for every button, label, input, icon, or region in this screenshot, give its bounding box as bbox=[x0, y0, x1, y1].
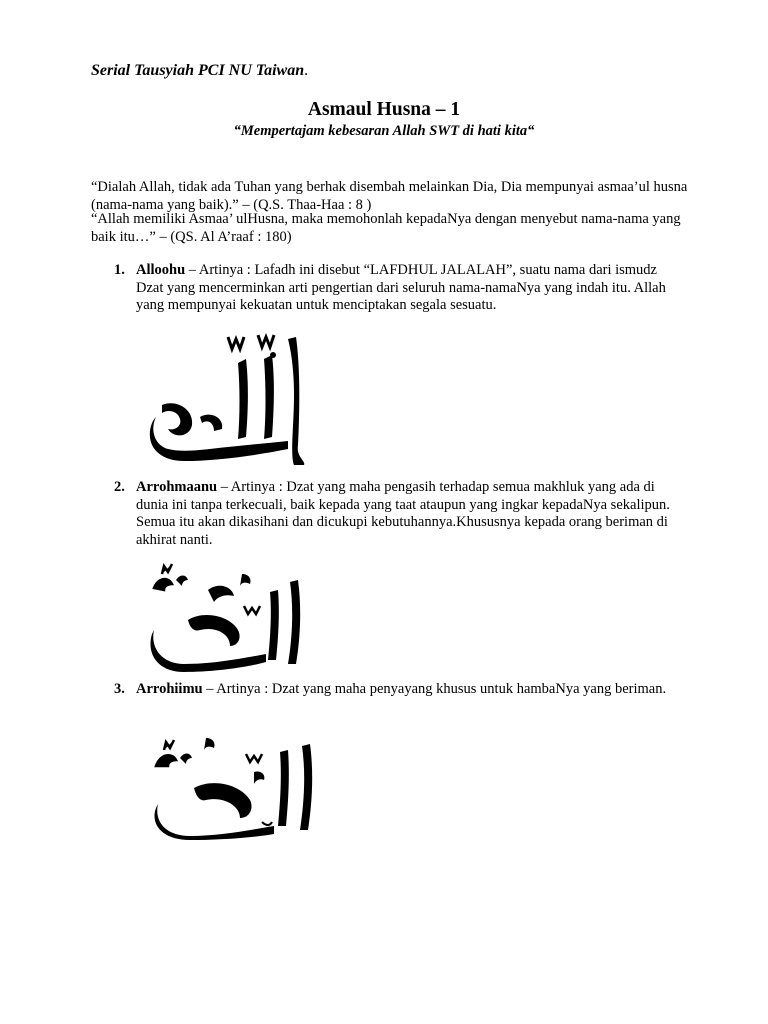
document-subtitle: “Mempertajam kebesaran Allah SWT di hati kita“ bbox=[233, 123, 535, 139]
item-number: 3. bbox=[114, 681, 125, 697]
item-number: 2. bbox=[114, 479, 125, 495]
item-description: – Artinya : Dzat yang maha penyayang khusus untuk hambaNya yang beriman. bbox=[202, 681, 667, 697]
item-body bbox=[136, 681, 686, 699]
quote-araaf: “Allah memiliki Asmaa’ ulHusna, maka memohonlah kepadaNya dengan menyebut nama-nama yang baik itu…” – (QS. Al A’raaf : 180) bbox=[91, 211, 681, 245]
item-body bbox=[136, 262, 686, 315]
item-number: 1. bbox=[114, 262, 125, 278]
ar-rahman-calligraphy-icon bbox=[148, 560, 308, 675]
series-punct: . bbox=[304, 62, 309, 79]
series-title: Serial Tausyiah PCI NU Taiwan bbox=[91, 62, 305, 79]
allah-calligraphy-icon bbox=[148, 325, 318, 470]
item-term: Arrohiimu bbox=[136, 681, 203, 697]
item-description: – Artinya : Dzat yang maha pengasih terhadap semua makhluk yang ada di dunia ini tanpa terkecuali, baik kepada yang taat ataupun yang ingkar kepadaNya sekalipun. Semua itu akan dikasihani dan dicukupi kebutuhannya.Khususnya kepada orang beriman di akhirat nanti. bbox=[136, 479, 670, 548]
item-description: – Artinya : Lafadh ini disebut “LAFDHUL JALALAH”, suatu nama dari ismudz Dzat yang mencerminkan arti pengertian dari seluruh nama-namaNya yang indah itu. Allah yang mempunyai kekuatan untuk menciptakan segala sesuatu. bbox=[136, 262, 666, 313]
item-body bbox=[136, 479, 686, 549]
quote-thaha: “Dialah Allah, tidak ada Tuhan yang berhak disembah melainkan Dia, Dia mempunyai asmaa’ul husna (nama-nama yang baik).” – (Q.S. Thaa-Haa : 8 ) bbox=[91, 179, 688, 213]
item-term: Arrohmaanu bbox=[136, 479, 218, 495]
series-header bbox=[91, 62, 308, 80]
document-title: Asmaul Husna – 1 bbox=[307, 99, 461, 120]
ar-rahim-calligraphy-icon bbox=[150, 730, 320, 840]
item-term: Alloohu bbox=[136, 262, 186, 278]
